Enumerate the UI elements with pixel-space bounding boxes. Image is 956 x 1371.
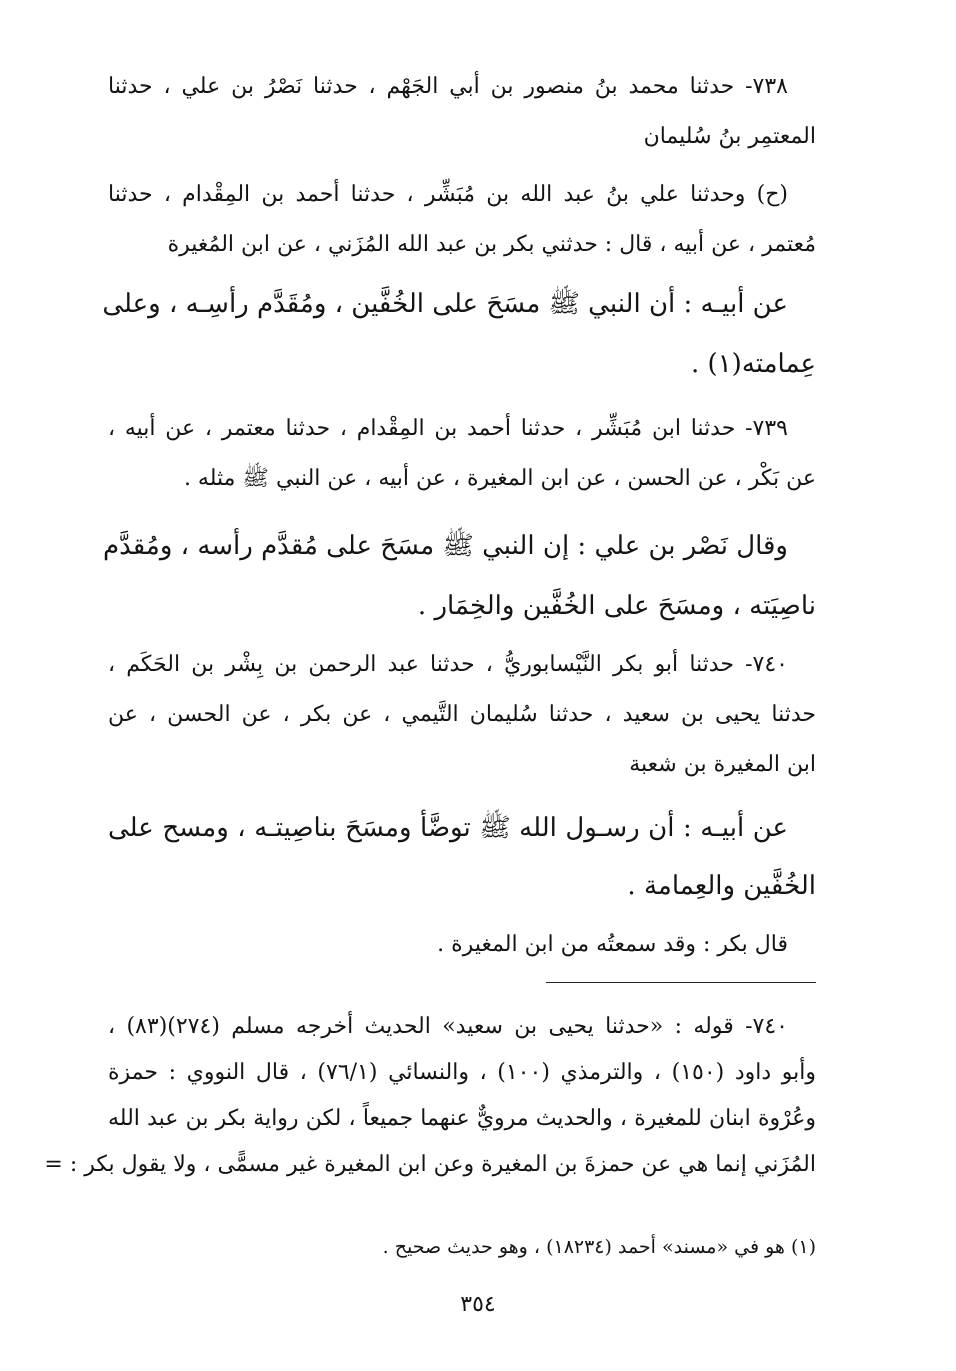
text-line: وأبو داود (١٥٠) ، والترمذي (١٠٠) ، والنسائي (٧٦/١) ، قال النووي : حمزة <box>108 1060 817 1085</box>
text-line: حدثنا يحيى بن سعيد ، حدثنا سُليمان التَّيمي ، عن بكر ، عن الحسن ، عن <box>108 702 816 727</box>
text-line: عن أبيـه : أن النبي ﷺ مسَحَ على الخُفَّين ، ومُقَدَّم رأسِـه ، وعلى <box>102 289 788 319</box>
text-line: (ح) وحدثنا علي بنُ عبد الله بن مُبَشِّر ، حدثنا أحمد بن المِقْدام ، حدثنا <box>108 182 788 207</box>
text-line: مُعتمر ، عن أبيه ، قال : حدثني بكر بن عبد الله المُزَني ، عن ابن المُغيرة <box>167 232 816 257</box>
text-line: قال بكر : وقد سمعتُه من ابن المغيرة . <box>437 932 788 957</box>
text-line: عن بَكْر ، عن الحسن ، عن ابن المغيرة ، عن أبيه ، عن النبي ﷺ مثله . <box>183 466 816 491</box>
text-line: عن أبيـه : أن رسـول الله ﷺ توضَّأ ومسَحَ بناصِيتـه ، ومسح على <box>108 813 788 843</box>
text-line: عِمامته(١) . <box>691 349 816 379</box>
text-line: ناصِيَته ، ومسَحَ على الخُفَّين والخِمَار . <box>417 591 816 621</box>
footnote-line: (١) هو في «مسند» أحمد (١٨٢٣٤) ، وهو حديث صحيح . <box>382 1236 816 1258</box>
text-line: المعتمِر بنُ سُليمان <box>643 124 816 149</box>
text-line: وقال نَصْر بن علي : إن النبي ﷺ مسَحَ على مُقدَّم رأسه ، ومُقدَّم <box>103 531 788 561</box>
text-line: ابن المغيرة بن شعبة <box>629 752 816 777</box>
text-line: الخُفَّين والعِمامة . <box>627 871 816 901</box>
text-line: ٧٣٩- حدثنا ابن مُبَشِّر ، حدثنا أحمد بن المِقْدام ، حدثنا معتمر ، عن أبيه ، <box>108 416 788 441</box>
text-line: ٧٤٠- حدثنا أبو بكر النَّيْسابوريُّ ، حدثنا عبد الرحمن بن بِشْر بن الحَكَم ، <box>108 652 788 677</box>
page-number: ٣٥٤ <box>460 1292 496 1317</box>
text-line: ٧٣٨- حدثنا محمد بنُ منصور بن أبي الجَهْم ، حدثنا نَصْرُ بن علي ، حدثنا <box>108 74 788 99</box>
text-line: ٧٤٠- قوله : «حدثنا يحيى بن سعيد» الحديث أخرجه مسلم (٢٧٤)(٨٣) ، <box>108 1014 788 1039</box>
text-line: المُزَني إنما هي عن حمزةَ بن المغيرة وعن ابن المغيرة غير مسمًّى ، ولا يقول بكر : = <box>44 1152 816 1177</box>
commentary-separator <box>546 982 816 983</box>
text-line: وعُرْوة ابنان للمغيرة ، والحديث مرويٌّ عنهما جميعاً ، لكن رواية بكر بن عبد الله <box>108 1106 816 1131</box>
